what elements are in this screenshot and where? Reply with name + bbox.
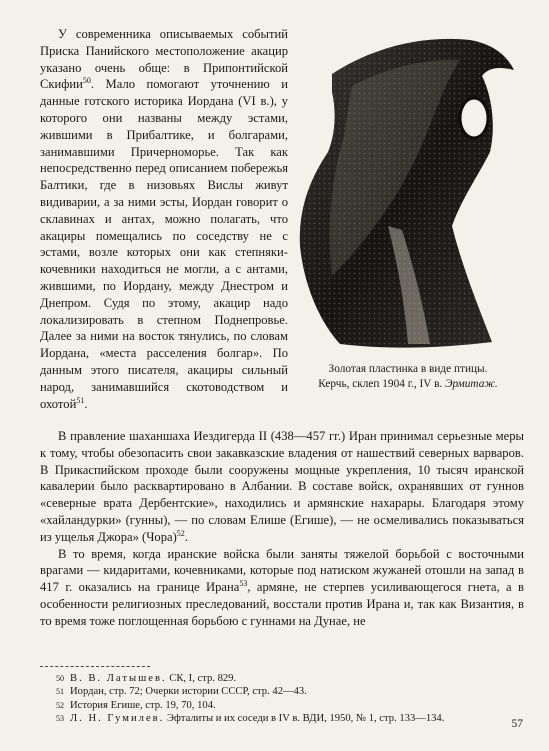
footnote-ref-50[interactable]: 50 — [82, 76, 91, 86]
footnote-ref-52[interactable]: 52 — [176, 528, 185, 538]
full-width-text — [40, 428, 524, 630]
footnote-50: 50 В. В. Латышев. СК, I, стр. 829. — [56, 673, 237, 684]
paragraph-yazdegerd: В правление шаханшаха Иездигерда II (438—457 гг.) Иран принимал серьезные меры к тому, чтобы обезопасить свои закавказские владения от нашествий северных варваров. В Прикаспийском проходе были сооружены мощные укрепления, 10 тысяч иранской кавалерии было расквартировано в Албании. В составе войск, охранявших от гуннов «северные врата Дербентские», находились и армянские нахарары. Благодаря этому «хайландурки» (гунны), — по словам Елише (Егише), — не осмеливались показываться из ущелья Джора» (Чора)$^{52}$. — [40, 429, 524, 544]
gold-bird-plaque-image — [292, 26, 524, 354]
bird-plaque-figure — [292, 26, 524, 391]
page-number: 57 — [511, 718, 523, 730]
paragraph-kidarites: В то время, когда иранские войска были заняты тяжелой борьбой с восточными врагами — кидаритами, кочевниками, которые под натиском жужаней отошли на запад в 417 г. оказались на границе Ирана$^{53}$, армяне, не стерпев усиливающегося гнета, а в особенности религиозных преследований, восстали против Ирана и, так как Византия, в то время тоже поглощенная борьбою с гуннами на Дунае, не — [40, 546, 525, 628]
footnote-53: 53 Л. Н. Гумилев. Эфталиты и их соседи в IV в. ВДИ, 1950, № 1, стр. 133—134. — [56, 713, 445, 725]
footnotes — [52, 672, 524, 726]
left-text-column — [40, 26, 288, 412]
paragraph-akatsiry: У современника описываемых событий Приска Панийского местоположение акацир указано очень обще: в Припонтийской Скифии$^{50}$. Мало помогают уточнению и данные готского историка Иордана (VI в.), у которого они названы между эстами, жившими в Прибалтике, и болгарами, занимавшими Причерноморье. Так как непосредственно перед описанием побережья Балтики, где в низовьях Вислы живут видиварии, а за ними эсты, Иордан говорит о склавинах и антах, можно полагать, что акациры помещались по соседству не с эстами, возле которых они как степняки-кочевники находиться не могли, а с антами, жившими, по Иордану, между Днестром и Днепром. Судя по этому, акацир надо локализировать в степном Поднепровье. Далее за ними на восток тянулись, по словам Иордана, «места расселения болгар». По данным этого писателя, акациры сильный народ, занимавшийся скотоводством и охотой$^{51}$. — [40, 27, 288, 411]
footnote-ref-53[interactable]: 53 — [239, 579, 248, 589]
figure-caption: Золотая пластинка в виде птицы. Керчь, склеп 1904 г., IV в. Эрмитаж. — [318, 363, 498, 390]
caption-museum: Эрмитаж. — [445, 377, 498, 390]
footnote-divider — [40, 666, 150, 667]
footnote-51: 51 Иордан, стр. 72; Очерки истории СССР, стр. 42—43. — [56, 686, 307, 698]
footnote-ref-51[interactable]: 51 — [76, 395, 85, 405]
footnote-52: 52 История Егише, стр. 19, 70, 104. — [56, 699, 216, 711]
